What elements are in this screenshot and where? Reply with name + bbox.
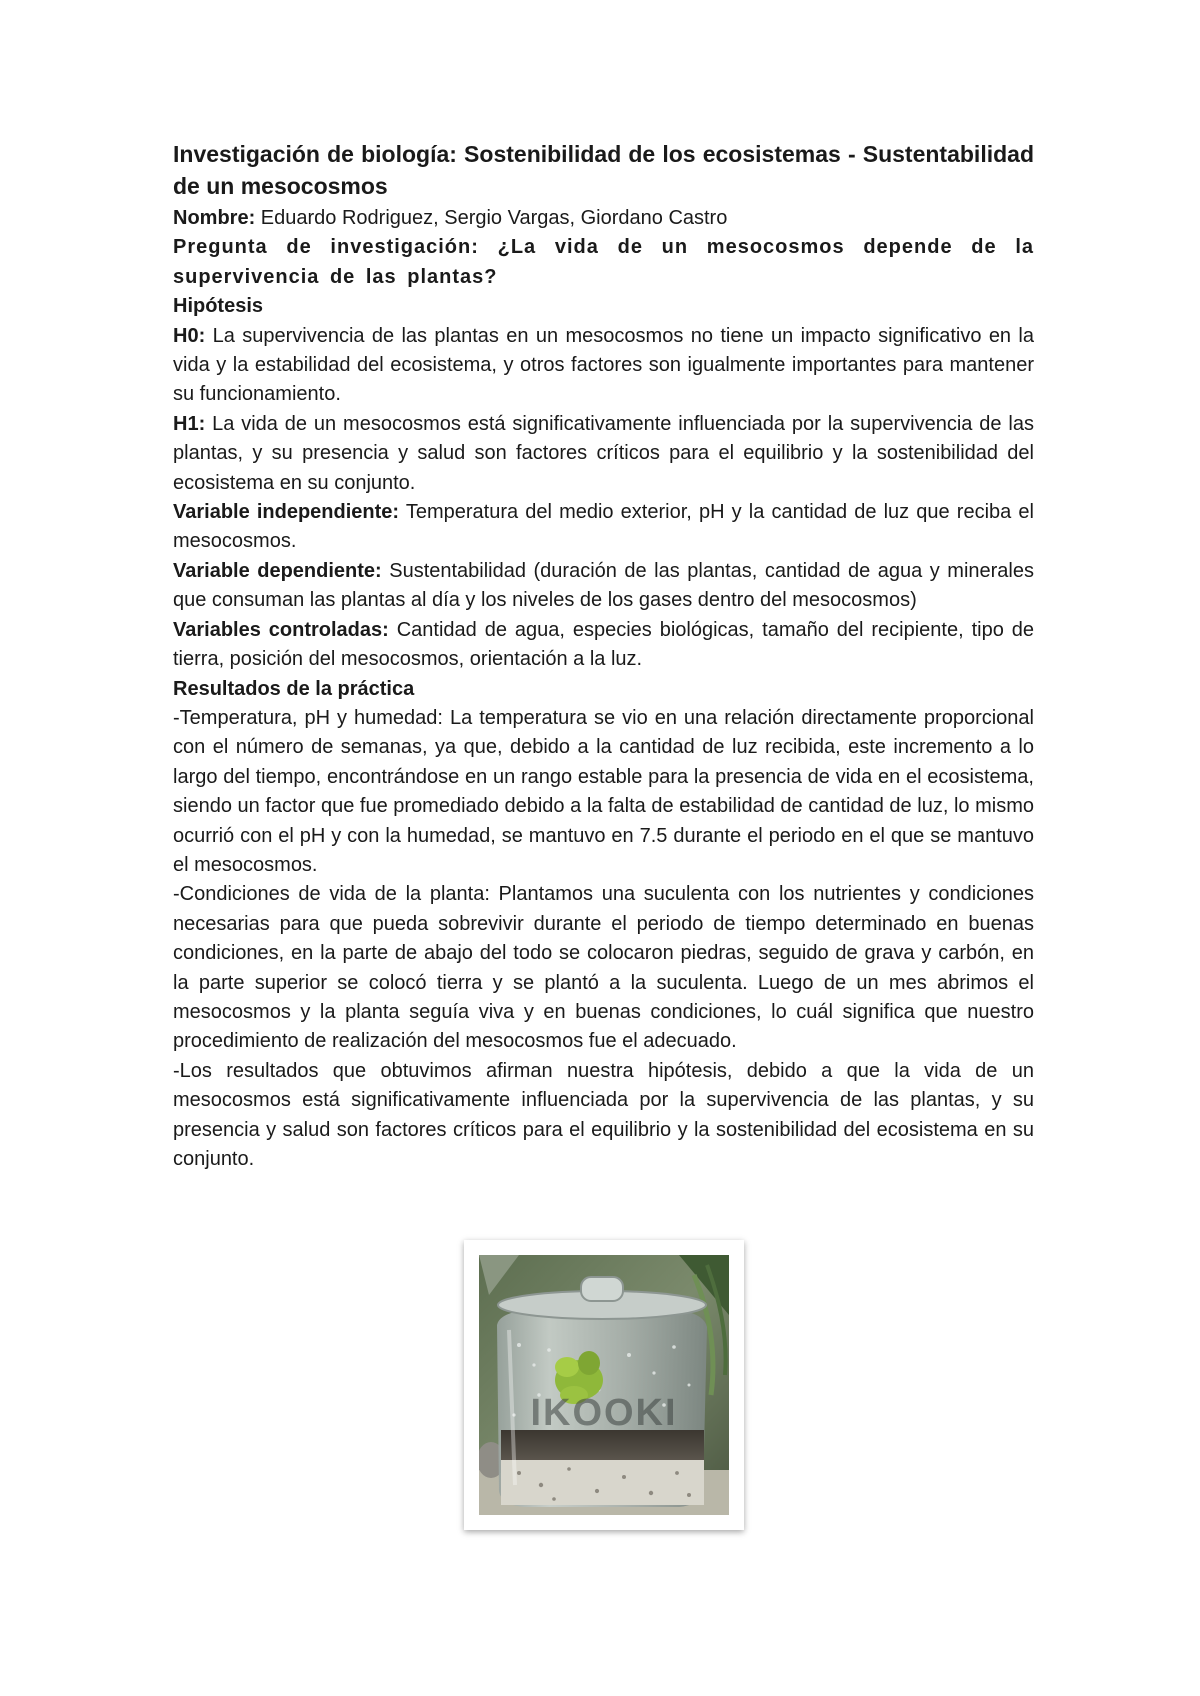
research-question-label: Pregunta de investigación: <box>173 236 479 259</box>
lid-knob <box>581 1277 623 1301</box>
dependent-variable-label: Variable dependiente: <box>173 559 382 582</box>
controlled-variables-text: Cantidad de agua, especies biológicas, tamaño del recipiente, tipo de tierra, posición del mesocosmos, orientación a la luz. <box>173 618 1034 671</box>
results-paragraph-1: -Temperatura, pH y humedad: La temperatura se vio en una relación directamente proporcional con el número de semanas, ya que, debido a la cantidad de luz recibida, este incremento a lo largo del tiempo, encontrándose en un rango estable para la presencia de vida en el ecosistema, siendo un factor que fue promediado debido a la falta de estabilidad de cantidad de luz, lo mismo ocurrió con el pH y con la humedad, se mantuvo en 7.5 durante el periodo en el que se mantuvo el mesocosmos. <box>173 706 1034 876</box>
research-question <box>173 233 1034 292</box>
research-question-value: ¿La vida de un mesocosmos depende de la supervivencia de las plantas? <box>173 236 1034 288</box>
document-title: Investigación de biología: Sostenibilidad de los ecosistemas - Sustentabilidad de un mesocosmos <box>173 141 1034 199</box>
document-body <box>173 138 1034 1174</box>
independent-variable-text: Temperatura del medio exterior, pH y la cantidad de luz que reciba el mesocosmos. <box>173 501 1034 553</box>
controlled-variables-label: Variables controladas: <box>173 618 389 641</box>
hypothesis-heading: Hipótesis <box>173 295 264 318</box>
mesocosm-photo <box>464 1240 744 1530</box>
results-heading: Resultados de la práctica <box>173 677 415 700</box>
authors-label: Nombre: <box>173 207 256 229</box>
h1-label: H1: <box>173 412 206 435</box>
hypothesis-h0 <box>173 322 1034 410</box>
independent-variable <box>173 498 1034 557</box>
results-paragraph-3: -Los resultados que obtuvimos afirman nuestra hipótesis, debido a que la vida de un mesocosmos está significativamente influenciada por la supervivencia de las plantas, y su presencia y salud son factores críticos para el equilibrio y la sostenibilidad del ecosistema en su conjunto. <box>173 1059 1034 1170</box>
controlled-variables <box>173 616 1034 675</box>
dependent-variable <box>173 557 1034 616</box>
authors-line <box>173 204 1034 233</box>
dependent-variable-text: Sustentabilidad (duración de las plantas, cantidad de agua y minerales que consuman las plantas al día y los niveles de los gases dentro del mesocosmos) <box>173 559 1034 612</box>
h0-label: H0: <box>173 324 206 347</box>
hypothesis-h1 <box>173 410 1034 498</box>
authors-value: Eduardo Rodriguez, Sergio Vargas, Giordano Castro <box>255 207 728 229</box>
jar-lettering: IKOOKI <box>530 1392 678 1434</box>
soil-layer <box>501 1430 704 1460</box>
h0-text: La supervivencia de las plantas en un mesocosmos no tiene un impacto significativo en la vida y la estabilidad del ecosistema, y otros factores son igualmente importantes para mantener su funcionamiento. <box>173 324 1034 406</box>
mesocosm-jar-illustration <box>479 1255 729 1515</box>
independent-variable-label: Variable independiente: <box>173 501 400 524</box>
gravel-layer <box>501 1460 704 1505</box>
h1-text: La vida de un mesocosmos está significativamente influenciada por la supervivencia de las plantas, y su presencia y salud son factores críticos para el equilibrio y la sostenibilidad del ecosistema en su conjunto. <box>173 412 1034 494</box>
results-paragraph-2: -Condiciones de vida de la planta: Plantamos una suculenta con los nutrientes y condiciones necesarias para que pueda sobrevivir durante el periodo de tiempo determinado en buenas condiciones, en la parte de abajo del todo se colocaron piedras, seguido de grava y carbón, en la parte superior se colocó tierra y se plantó a la suculenta. Luego de un mes abrimos el mesocosmos y la planta seguía viva y en buenas condiciones, lo cuál significa que nuestro procedimiento de realización del mesocosmos fue el adecuado. <box>173 883 1034 1053</box>
